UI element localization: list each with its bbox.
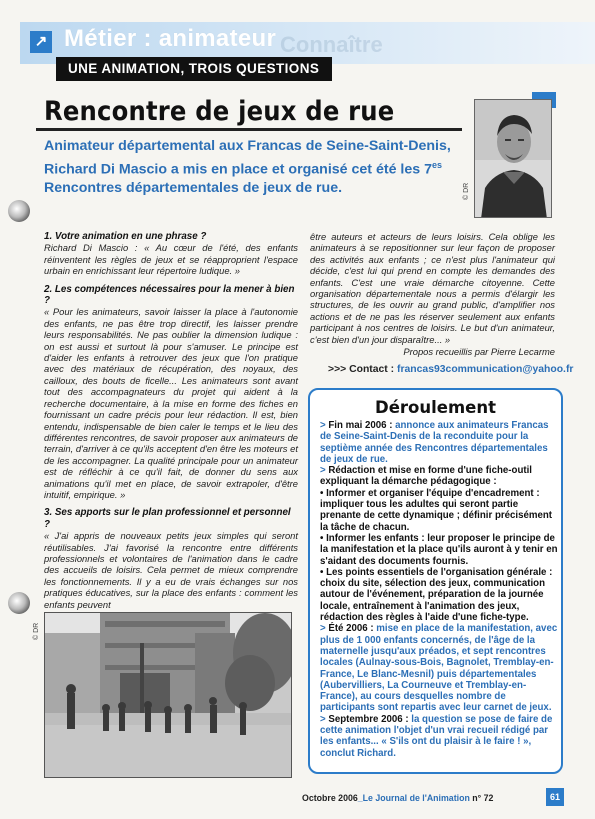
binder-hole (8, 200, 30, 222)
question-3: 3. Ses apports sur le plan professionnel et personnel ? (44, 507, 291, 530)
deroulement-body (320, 420, 560, 759)
deroulement-item: • Informer les enfants : leur proposer le principe de la manifestation et la place qu'ils auront à y tenir en s'aidant des documents fournis. (320, 532, 558, 567)
interview-credit: Propos recueillis par Pierre Lecarme (403, 346, 555, 358)
answer-1: Richard Di Mascio : « Au cœur de l'été, des enfants réinventent les règles de jeux et se réapproprient l'espace urbain en enrichissant leur répertoire ludique. » (44, 242, 298, 277)
street-games-photo (44, 612, 292, 778)
portrait-photo (474, 99, 552, 218)
question-2: 2. Les compétences nécessaires pour la mener à bien ? (44, 283, 295, 307)
deroulement-item: > Été 2006 : mise en place de la manifestation, avec plus de 1 000 enfants concernés, de l'âge de la maternelle jusqu'aux préados, et sept rencontres locales (Aulnay-sous-Bois, Bagnolet, Tremblay-en-France, Le Blanc-Mesnil) puis départementales (Aubervilliers, La Courneuve et Tremblay-en-France), au cours desquelles nombre de participants sont repartis avec leur carnet de jeux. (320, 623, 558, 714)
binder-hole (8, 592, 30, 614)
section-title: Métier : animateur (64, 25, 277, 52)
answer-3-continued: être auteurs et acteurs de leurs loisirs. Cela oblige les animateurs à se repositionner sur leur façon de proposer des activités aux enfants ; ce n'est plus l'animateur qui décide, c'est lui qui prend en compte les demandes des enfants. C'est une vraie démarche citoyenne. Cette organisation départementale nous a permis d'élargir les structures, de les ouvrir au grand public, d'amplifier nos actions et de ne pas les réserver seulement aux enfants participant à nos centres de loisirs. Le but d'un animateur, c'est bien d'un jour disparaître... » (310, 231, 555, 345)
question-1: 1. Votre animation en une phrase ? (44, 231, 207, 242)
deroulement-item: > Septembre 2006 : la question se pose de faire de cette animation l'objet d'un vrai recueil rédigé par les enfants... « S'ils ont du plaisir à le faire ! », conclut Richard. (320, 713, 553, 759)
deroulement-box (308, 388, 563, 774)
banner: UNE ANIMATION, TROIS QUESTIONS (56, 57, 332, 81)
page-number: 61 (546, 788, 564, 806)
ghost-heading: Connaître (280, 32, 383, 57)
page-footer: Octobre 2006_Le Journal de l'Animation n° 72 (302, 793, 494, 803)
photo2-credit: © DR (33, 622, 40, 640)
photo-credit: © DR (463, 182, 470, 200)
deroulement-item: • Les points essentiels de l'organisation générale : choix du site, sélection des jeux, communication autour de l'événement, préparation de la journée locale, entraînement à l'animation des jeux, rédaction des règles à l'aide d'une fiche-type. (320, 566, 553, 624)
answer-3: « J'ai appris de nouveaux petits jeux simples qui seront réutilisables. J'ai favorisé la rencontre entre différents professionnels et volontaires de l'animation dans le cadre des accueils de loisirs. Cela permet de mieux comprendre les fonctionnements. Il y a eu de vrais échanges sur nos pratiques éducatives, sur la place des enfants : comment les enfants peuvent (44, 530, 298, 610)
deroulement-item: > Rédaction et mise en forme d'une fiche-outil expliquant la démarche pédagogique : (320, 465, 532, 488)
left-column (44, 231, 298, 610)
deroulement-title: Déroulement (375, 398, 496, 417)
deroulement-item: • Informer et organiser l'équipe d'encadrement : impliquer tous les adultes qui seront partie prenante de cette dynamique ; définir précisément la tâche de chacun. (320, 487, 553, 533)
contact-email-link[interactable]: francas93communication@yahoo.fr (397, 364, 574, 375)
answer-2: « Pour les animateurs, savoir laisser la place à l'autonomie des enfants, ne pas être trop directif, les laisser prendre leurs responsabilités. Ne pas oublier la dimension ludique : on est aussi et surtout là pour s'amuser. Le principe est d'aider les enfants à retrouver des jeux que l'on pratique avec des matériaux de récupération, des noyaux, des cailloux, des bouts de ficelle... Les animateurs sont avant tout des accompagnateurs du projet qui aident à la recherche documentaire, à la mise en forme des fiches en fournissant un cadre précis pour leur rédaction. Il est, bien entendu, indispensable de bien caler le temps et le lieu des différentes rencontres, de savoir proposer aux animateurs de terrain, d'arriver à ce qu'ils acceptent d'en être les moteurs et de les accompagner. La qualité principale pour un animateur est de réfléchir à ce qu'il fait, de donner du sens aux animations qu'il met en place, de savoir extrapoler, d'être intuitif, empirique. » (44, 306, 298, 500)
title-rule (36, 128, 462, 131)
article-title: Rencontre de jeux de rue (44, 96, 395, 127)
right-column (310, 231, 555, 357)
arrow-icon: ↗ (30, 31, 52, 53)
contact-line: >>> Contact : francas93communication@yahoo.fr (328, 364, 574, 375)
deroulement-item: > Fin mai 2006 : annonce aux animateurs Francas de Seine-Saint-Denis de la reconduite pour la septième année des Rencontres départementales de jeux de rue. (320, 420, 549, 465)
article-lede: Animateur départemental aux Francas de Seine-Saint-Denis, Richard Di Mascio a mis en place et organisé cet été les $7^{es}$ Rencontres départementales de jeux de rue. (44, 138, 451, 196)
